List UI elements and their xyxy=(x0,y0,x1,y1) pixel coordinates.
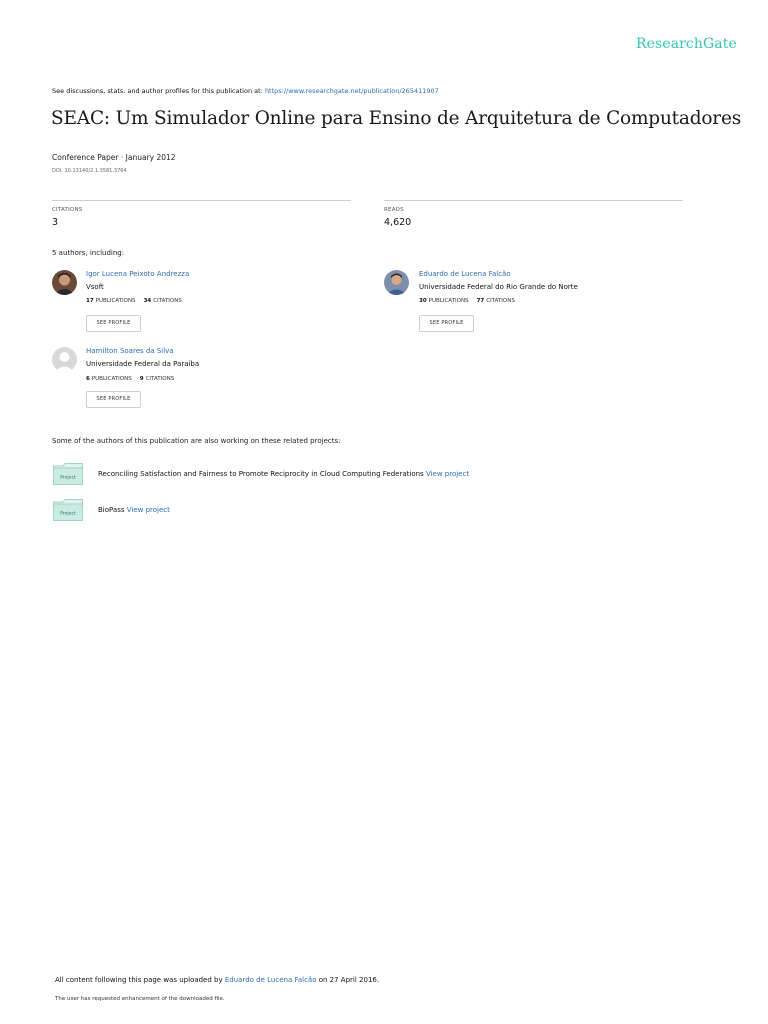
authors-heading: 5 authors, including: xyxy=(52,249,125,257)
citations-count: 77 xyxy=(476,298,485,304)
citations-label: CITATIONS xyxy=(153,298,182,304)
project-icon-label: Project xyxy=(60,511,76,517)
reads-value: 4,620 xyxy=(384,217,412,228)
view-project-link[interactable]: View project xyxy=(425,470,470,478)
author-name-link[interactable]: Igor Lucena Peixoto Andrezza xyxy=(86,270,190,278)
discussions-text: See discussions, stats, and author profiles for this publication at: xyxy=(52,87,263,95)
author-institution: Universidade Federal da Paraíba xyxy=(86,360,200,368)
citations-label: CITATIONS xyxy=(486,298,515,304)
avatar[interactable] xyxy=(52,270,77,295)
publication-doi: DOI: 10.13140/2.1.3581.3764 xyxy=(52,168,127,174)
view-project-link[interactable]: View project xyxy=(126,506,170,514)
enhancement-note: The user has requested enhancement of the downloaded file. xyxy=(55,996,225,1002)
project-title: Reconciling Satisfaction and Fairness to Promote Reciprocity in Cloud Computing Federations xyxy=(98,470,424,478)
citations-value: 3 xyxy=(52,217,59,228)
project-folder-icon xyxy=(53,463,83,485)
publications-label: PUBLICATIONS xyxy=(428,298,469,304)
discussions-line xyxy=(52,87,439,95)
upload-prefix: All content following this page was uploaded by xyxy=(55,976,223,984)
citations-divider xyxy=(52,200,351,201)
upload-note xyxy=(55,976,379,984)
citations-count: 9 xyxy=(139,376,144,382)
publications-label: PUBLICATIONS xyxy=(91,376,132,382)
publication-url-link[interactable]: https://www.researchgate.net/publication/265411907 xyxy=(264,87,439,95)
author-name-link[interactable]: Eduardo de Lucena Falcão xyxy=(419,270,511,278)
author-photo-icon xyxy=(384,270,409,295)
avatar[interactable] xyxy=(384,270,409,295)
project-item xyxy=(98,470,469,478)
project-icon-label: Project xyxy=(60,475,76,481)
see-profile-button[interactable]: SEE PROFILE xyxy=(419,315,474,332)
author-photo-icon xyxy=(52,270,77,295)
related-projects-heading: Some of the authors of this publication are also working on these related projects: xyxy=(52,437,341,445)
citations-count: 34 xyxy=(143,298,152,304)
researchgate-logo[interactable]: ResearchGate xyxy=(636,36,737,52)
reads-divider xyxy=(384,200,683,201)
publication-type-date: Conference Paper · January 2012 xyxy=(52,153,176,162)
project-title: BioPass xyxy=(98,506,125,514)
author-institution: Universidade Federal do Rio Grande do Norte xyxy=(419,283,578,291)
reads-label: READS xyxy=(384,207,404,213)
default-avatar-icon xyxy=(52,347,77,372)
project-item xyxy=(98,506,170,514)
project-folder-icon xyxy=(53,499,83,521)
see-profile-button[interactable]: SEE PROFILE xyxy=(86,315,141,332)
citations-label: CITATIONS xyxy=(145,376,175,382)
author-stats xyxy=(86,298,182,304)
avatar[interactable] xyxy=(52,347,77,372)
publications-count: 30 xyxy=(419,298,427,304)
author-stats xyxy=(419,298,515,304)
upload-suffix: on 27 April 2016. xyxy=(318,976,380,984)
see-profile-button[interactable]: SEE PROFILE xyxy=(86,391,141,408)
citations-label: CITATIONS xyxy=(52,207,83,213)
publications-label: PUBLICATIONS xyxy=(95,298,136,304)
author-stats xyxy=(86,376,174,382)
publications-count: 17 xyxy=(86,298,94,304)
uploader-link[interactable]: Eduardo de Lucena Falcão xyxy=(224,976,317,984)
publication-title: SEAC: Um Simulador Online para Ensino de Arquitetura de Computadores xyxy=(51,108,741,129)
author-institution: Vsoft xyxy=(86,283,104,291)
publications-count: 6 xyxy=(86,376,90,382)
author-name-link[interactable]: Hamilton Soares da Silva xyxy=(86,347,174,355)
